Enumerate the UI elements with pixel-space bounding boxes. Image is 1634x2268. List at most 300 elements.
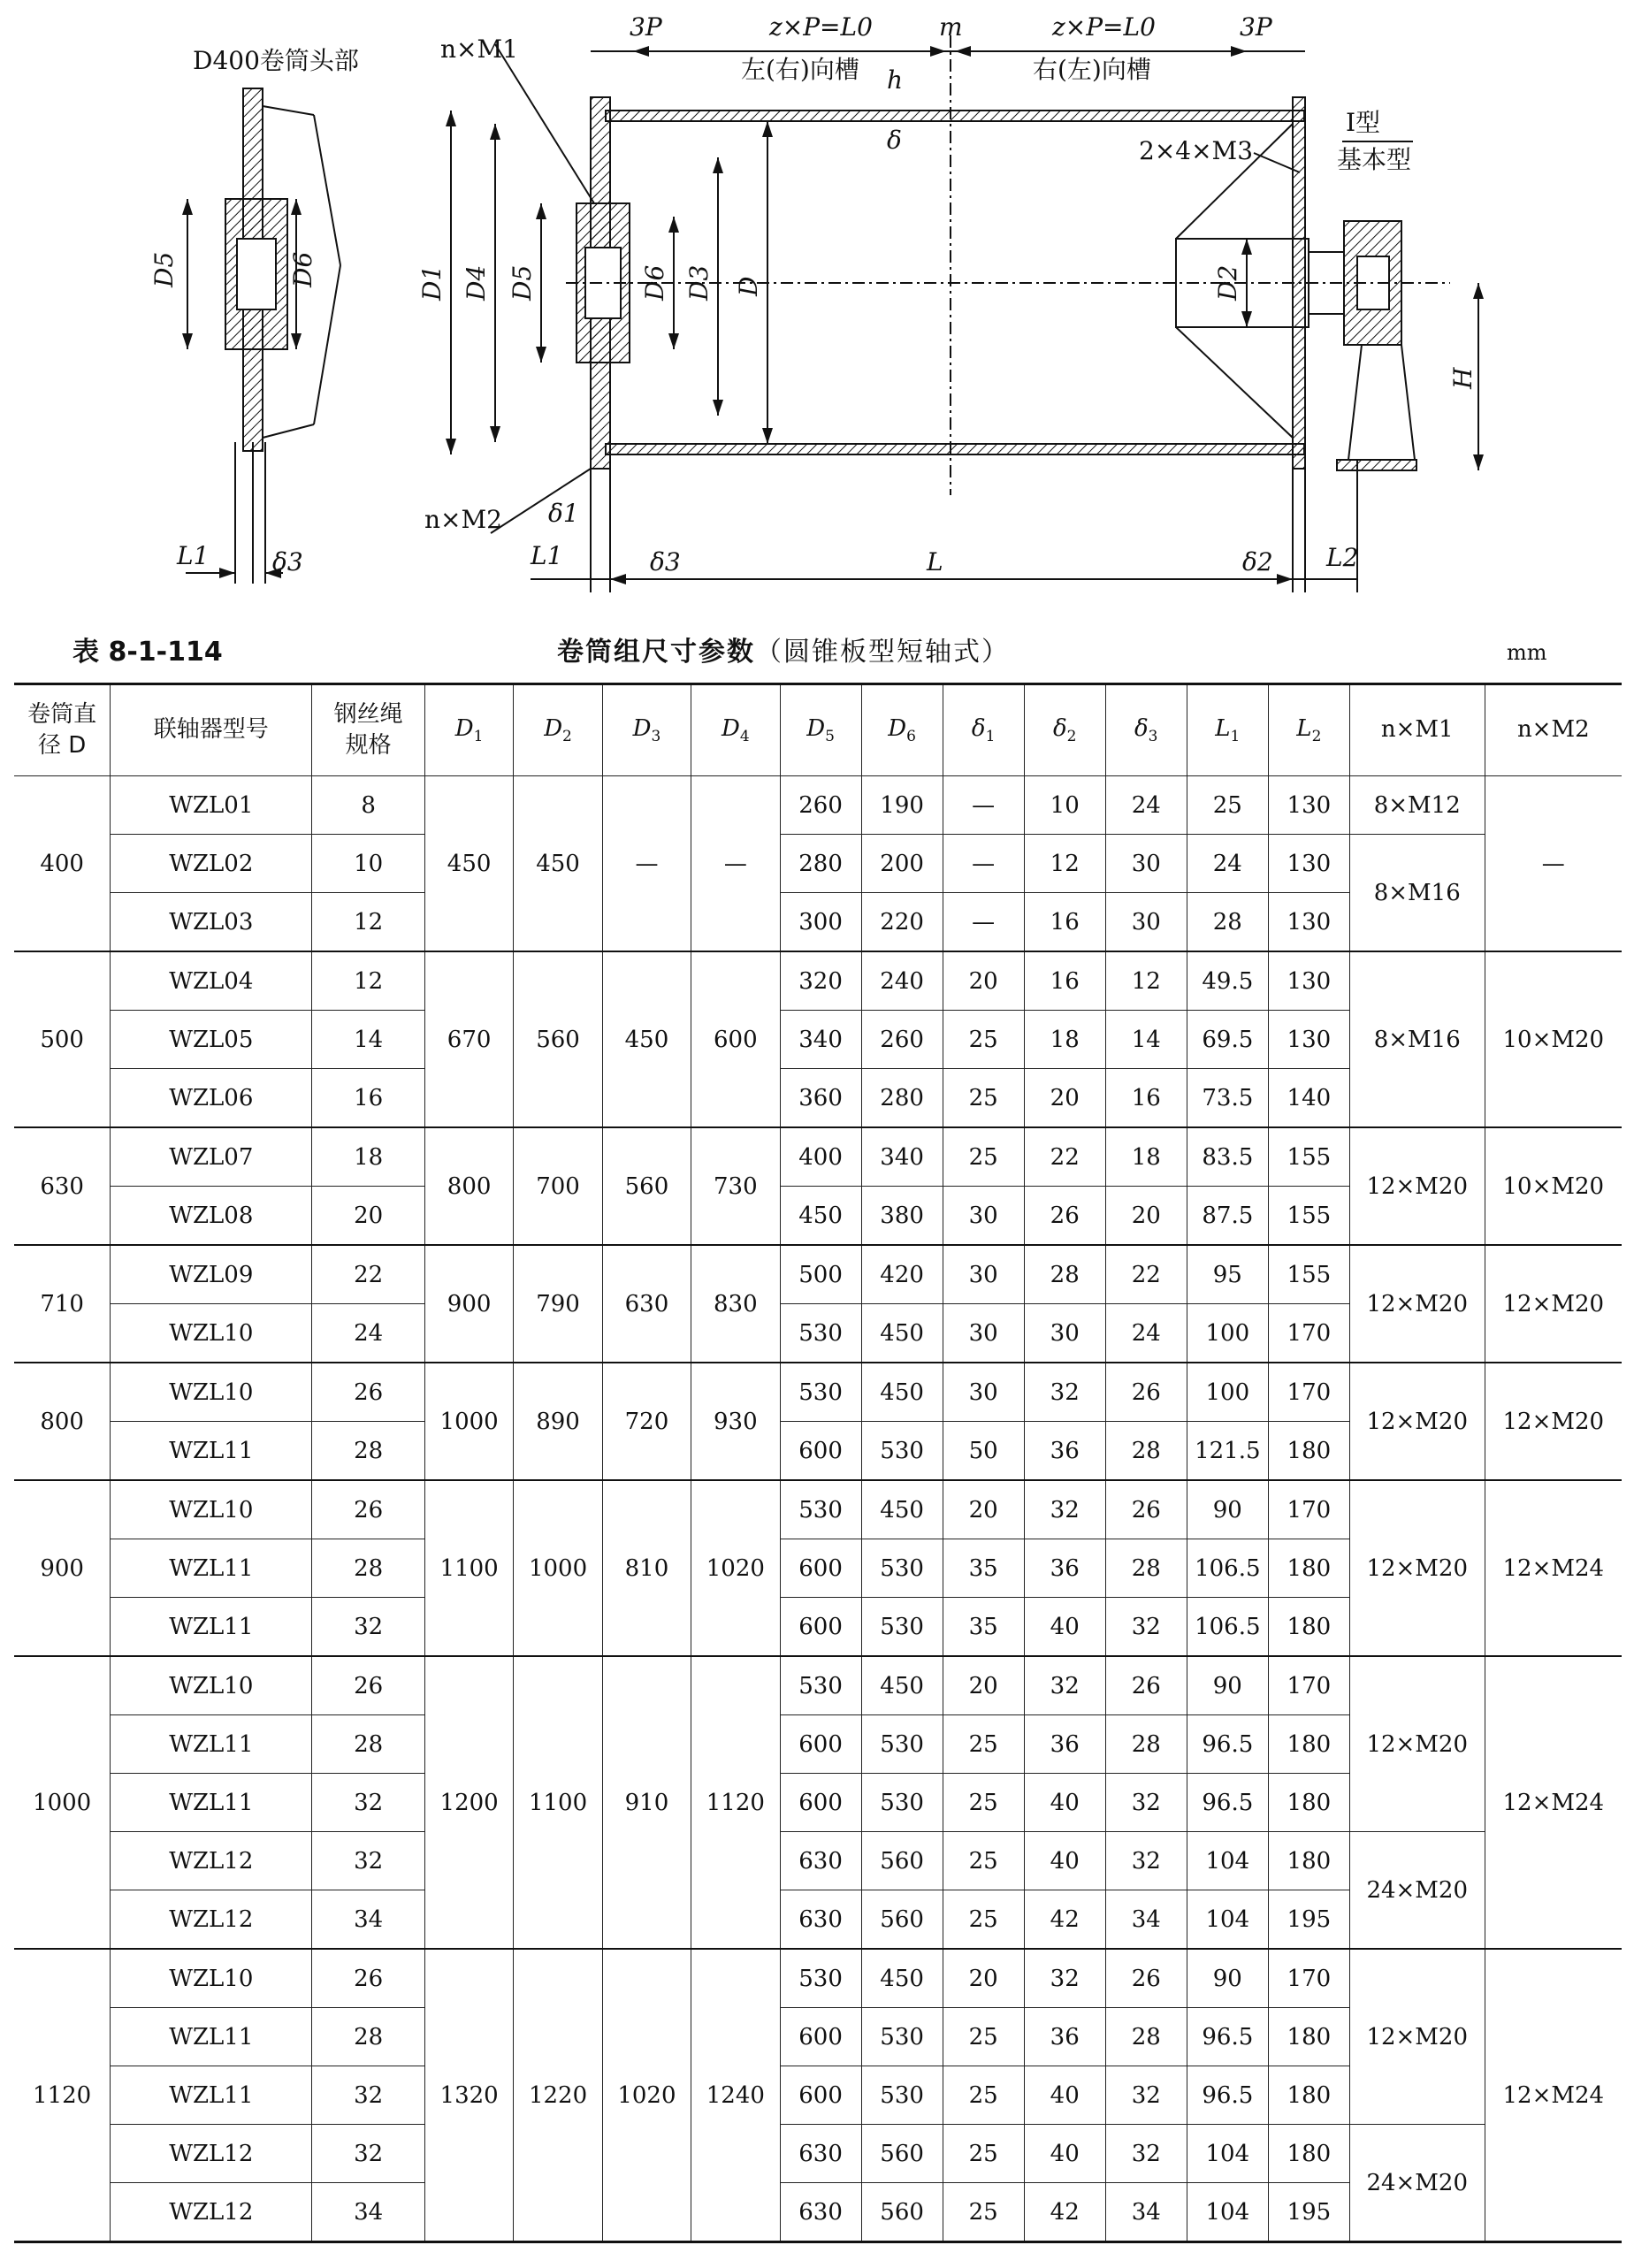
- cell-delta3: 24: [1105, 776, 1187, 835]
- cell-coupling: WZL08: [111, 1187, 312, 1246]
- label-delta2: δ2: [1242, 547, 1273, 577]
- cell-D5: 600: [780, 1422, 861, 1481]
- table-row: [14, 835, 1622, 893]
- cell-L2: 195: [1268, 1890, 1349, 1950]
- cell-D5: 600: [780, 1715, 861, 1774]
- label-delta1: δ1: [548, 499, 579, 528]
- cell-delta3: 28: [1105, 1715, 1187, 1774]
- table-row: [14, 1949, 1622, 2008]
- label-3P-left: 3P: [630, 12, 662, 42]
- header-delta2: $\delta_2$: [1024, 684, 1105, 776]
- cell-drum-dia: 630: [14, 1127, 111, 1245]
- label-L1: L1: [531, 541, 563, 570]
- cell-D4: 600: [691, 951, 780, 1127]
- cell-L2: 170: [1268, 1656, 1349, 1715]
- cell-delta2: 40: [1024, 2066, 1105, 2125]
- cell-delta1: 25: [943, 1069, 1024, 1128]
- cell-delta2: 16: [1024, 951, 1105, 1011]
- cell-drum-dia: 900: [14, 1480, 111, 1656]
- cell-delta2: 26: [1024, 1187, 1105, 1246]
- cell-rope: 26: [312, 1656, 425, 1715]
- cell-delta1: 25: [943, 1011, 1024, 1069]
- cell-nM1: 12×M20: [1349, 1656, 1485, 1832]
- cell-D2: 890: [514, 1363, 602, 1480]
- cell-delta3: 34: [1105, 1890, 1187, 1950]
- cell-nM1: 12×M20: [1349, 1127, 1485, 1245]
- cell-delta1: —: [943, 893, 1024, 952]
- cell-delta1: —: [943, 776, 1024, 835]
- cell-D5: 630: [780, 2125, 861, 2183]
- cell-delta1: 25: [943, 1715, 1024, 1774]
- cell-coupling: WZL06: [111, 1069, 312, 1128]
- table-title-sub: （圆锥板型短轴式）: [755, 637, 1010, 668]
- cell-coupling: WZL11: [111, 1715, 312, 1774]
- cell-L2: 180: [1268, 1539, 1349, 1598]
- header-delta3: $\delta_3$: [1105, 684, 1187, 776]
- cell-D6: 260: [861, 1011, 943, 1069]
- cell-D6: 450: [861, 1363, 943, 1422]
- table-header-row: [14, 684, 1622, 776]
- table-number: 表 8-1-114: [73, 637, 223, 668]
- cell-delta2: 30: [1024, 1304, 1105, 1363]
- cell-D5: 300: [780, 893, 861, 952]
- cell-L1: 100: [1187, 1304, 1268, 1363]
- cell-D4: 730: [691, 1127, 780, 1245]
- cell-delta1: 25: [943, 2183, 1024, 2242]
- cell-D2: 700: [514, 1127, 602, 1245]
- cell-coupling: WZL04: [111, 951, 312, 1011]
- cell-delta3: 12: [1105, 951, 1187, 1011]
- header-nM1: n×M1: [1349, 684, 1485, 776]
- cell-delta2: 10: [1024, 776, 1105, 835]
- cell-delta2: 12: [1024, 835, 1105, 893]
- cell-delta2: 22: [1024, 1127, 1105, 1187]
- cell-D6: 530: [861, 2066, 943, 2125]
- cell-D5: 530: [780, 1363, 861, 1422]
- header-nM2: n×M2: [1485, 684, 1622, 776]
- header-drum-dia: 卷筒直 径 D: [14, 684, 111, 776]
- cell-L1: 49.5: [1187, 951, 1268, 1011]
- table-row: [14, 2125, 1622, 2183]
- header-coupling: 联轴器型号: [111, 684, 312, 776]
- cell-L2: 170: [1268, 1949, 1349, 2008]
- cell-L2: 180: [1268, 1774, 1349, 1832]
- cell-L2: 140: [1268, 1069, 1349, 1128]
- cell-coupling: WZL03: [111, 893, 312, 952]
- cell-coupling: WZL11: [111, 2066, 312, 2125]
- header-D6: $D_6$: [861, 684, 943, 776]
- d400-dim-delta3: δ3: [272, 547, 303, 577]
- cell-D6: 420: [861, 1245, 943, 1304]
- header-D1: $D_1$: [424, 684, 513, 776]
- cell-D3: 1020: [602, 1949, 691, 2242]
- cell-delta1: 30: [943, 1363, 1024, 1422]
- cell-coupling: WZL02: [111, 835, 312, 893]
- cell-D5: 400: [780, 1127, 861, 1187]
- cell-D5: 630: [780, 1832, 861, 1890]
- table-body: [14, 776, 1622, 2242]
- cell-D3: 910: [602, 1656, 691, 1949]
- cell-D5: 600: [780, 2008, 861, 2066]
- label-3P-right: 3P: [1240, 12, 1272, 42]
- cell-nM1: 24×M20: [1349, 1832, 1485, 1950]
- cell-D6: 240: [861, 951, 943, 1011]
- cell-D4: —: [691, 776, 780, 952]
- cell-L1: 24: [1187, 835, 1268, 893]
- cell-D4: 1020: [691, 1480, 780, 1656]
- cell-delta1: 30: [943, 1187, 1024, 1246]
- cell-rope: 28: [312, 2008, 425, 2066]
- cell-D6: 220: [861, 893, 943, 952]
- cell-D1: 1200: [424, 1656, 513, 1949]
- label-D6: D6: [640, 264, 669, 301]
- cell-delta2: 40: [1024, 1598, 1105, 1657]
- cell-delta2: 36: [1024, 1422, 1105, 1481]
- cell-D6: 530: [861, 1598, 943, 1657]
- cell-delta1: 25: [943, 1890, 1024, 1950]
- header-D4: $D_4$: [691, 684, 780, 776]
- label-L2: L2: [1326, 543, 1359, 572]
- cell-delta3: 30: [1105, 835, 1187, 893]
- cell-rope: 8: [312, 776, 425, 835]
- cell-D4: 1240: [691, 1949, 780, 2242]
- table-unit: mm: [1507, 640, 1547, 665]
- cell-delta2: 40: [1024, 2125, 1105, 2183]
- cell-D1: 800: [424, 1127, 513, 1245]
- cell-delta3: 32: [1105, 1598, 1187, 1657]
- label-D4: D4: [462, 264, 491, 301]
- cell-L2: 130: [1268, 1011, 1349, 1069]
- cell-delta3: 28: [1105, 2008, 1187, 2066]
- cell-D5: 500: [780, 1245, 861, 1304]
- cell-L2: 170: [1268, 1304, 1349, 1363]
- cell-drum-dia: 800: [14, 1363, 111, 1480]
- cell-delta1: 20: [943, 1656, 1024, 1715]
- cell-rope: 26: [312, 1949, 425, 2008]
- cell-L1: 69.5: [1187, 1011, 1268, 1069]
- main-assembly-view: [451, 35, 1478, 592]
- label-zPL0-left: z×P=L0: [769, 12, 873, 42]
- cell-delta1: 30: [943, 1304, 1024, 1363]
- cell-delta1: 20: [943, 1949, 1024, 2008]
- header-rope: 钢丝绳 规格: [312, 684, 425, 776]
- header-D3: $D_3$: [602, 684, 691, 776]
- cell-D3: —: [602, 776, 691, 952]
- table-row: [14, 951, 1622, 1011]
- d400-dim-D6: D6: [288, 251, 317, 287]
- cell-D5: 340: [780, 1011, 861, 1069]
- cell-rope: 28: [312, 1715, 425, 1774]
- cell-rope: 32: [312, 2125, 425, 2183]
- cell-D6: 450: [861, 1949, 943, 2008]
- cell-coupling: WZL12: [111, 2183, 312, 2242]
- cell-delta2: 42: [1024, 1890, 1105, 1950]
- label-delta3: δ3: [650, 547, 681, 577]
- cell-coupling: WZL11: [111, 2008, 312, 2066]
- cell-delta2: 20: [1024, 1069, 1105, 1128]
- cell-D5: 530: [780, 1480, 861, 1539]
- d400-dim-L1: L1: [177, 541, 210, 570]
- cell-D6: 380: [861, 1187, 943, 1246]
- cell-D6: 200: [861, 835, 943, 893]
- cell-L1: 104: [1187, 2125, 1268, 2183]
- cell-nM1: 12×M20: [1349, 1363, 1485, 1480]
- cell-coupling: WZL10: [111, 1949, 312, 2008]
- cell-D5: 630: [780, 1890, 861, 1950]
- cell-delta3: 30: [1105, 893, 1187, 952]
- cell-rope: 32: [312, 2066, 425, 2125]
- cell-D5: 450: [780, 1187, 861, 1246]
- cell-nM1: 8×M16: [1349, 951, 1485, 1127]
- label-D: D: [734, 276, 763, 296]
- cell-nM2: 10×M20: [1485, 1127, 1622, 1245]
- cell-L1: 96.5: [1187, 2066, 1268, 2125]
- d400-head-label: D400卷筒头部: [193, 46, 359, 75]
- label-nM1: n×M1: [440, 34, 518, 64]
- cell-L1: 96.5: [1187, 2008, 1268, 2066]
- cell-L1: 90: [1187, 1949, 1268, 2008]
- cell-D6: 530: [861, 1422, 943, 1481]
- label-zPL0-right: z×P=L0: [1052, 12, 1156, 42]
- label-delta: δ: [887, 126, 902, 155]
- cell-L1: 121.5: [1187, 1422, 1268, 1481]
- cell-drum-dia: 1120: [14, 1949, 111, 2242]
- cell-nM2: 12×M24: [1485, 1949, 1622, 2242]
- cell-delta3: 32: [1105, 1832, 1187, 1890]
- table-title-main: 卷筒组尺寸参数: [557, 637, 755, 668]
- d400-head-view: [186, 88, 340, 584]
- cell-D2: 450: [514, 776, 602, 952]
- cell-drum-dia: 500: [14, 951, 111, 1127]
- cell-delta3: 24: [1105, 1304, 1187, 1363]
- cell-rope: 12: [312, 951, 425, 1011]
- cell-coupling: WZL11: [111, 1774, 312, 1832]
- cell-coupling: WZL01: [111, 776, 312, 835]
- cell-D5: 530: [780, 1949, 861, 2008]
- cell-D6: 560: [861, 2183, 943, 2242]
- cell-delta2: 40: [1024, 1832, 1105, 1890]
- label-H: H: [1448, 367, 1477, 389]
- cell-L1: 83.5: [1187, 1127, 1268, 1187]
- cell-D6: 530: [861, 1715, 943, 1774]
- cell-D6: 280: [861, 1069, 943, 1128]
- cell-D6: 560: [861, 1832, 943, 1890]
- cell-D3: 560: [602, 1127, 691, 1245]
- cell-delta2: 32: [1024, 1656, 1105, 1715]
- cell-rope: 32: [312, 1774, 425, 1832]
- cell-delta2: 40: [1024, 1774, 1105, 1832]
- cell-delta2: 42: [1024, 2183, 1105, 2242]
- cell-D5: 600: [780, 2066, 861, 2125]
- cell-L2: 170: [1268, 1363, 1349, 1422]
- cell-D2: 1220: [514, 1949, 602, 2242]
- cell-D3: 810: [602, 1480, 691, 1656]
- cell-D6: 450: [861, 1304, 943, 1363]
- cell-rope: 34: [312, 1890, 425, 1950]
- cell-nM2: 12×M20: [1485, 1363, 1622, 1480]
- cell-coupling: WZL11: [111, 1422, 312, 1481]
- cell-L1: 73.5: [1187, 1069, 1268, 1128]
- cell-L2: 170: [1268, 1480, 1349, 1539]
- cell-L2: 130: [1268, 893, 1349, 952]
- label-nM2: n×M2: [424, 505, 502, 534]
- cell-rope: 10: [312, 835, 425, 893]
- cell-delta3: 26: [1105, 1480, 1187, 1539]
- cell-delta1: 25: [943, 1832, 1024, 1890]
- cell-L1: 106.5: [1187, 1598, 1268, 1657]
- cell-D2: 1100: [514, 1656, 602, 1949]
- cell-delta1: 25: [943, 2125, 1024, 2183]
- cell-L2: 195: [1268, 2183, 1349, 2242]
- cell-D4: 830: [691, 1245, 780, 1363]
- cell-coupling: WZL12: [111, 1832, 312, 1890]
- cell-coupling: WZL10: [111, 1363, 312, 1422]
- table-title: [557, 630, 1010, 668]
- cell-delta1: 25: [943, 2066, 1024, 2125]
- cell-D6: 560: [861, 1890, 943, 1950]
- cell-L1: 25: [1187, 776, 1268, 835]
- cell-D5: 320: [780, 951, 861, 1011]
- cell-coupling: WZL10: [111, 1480, 312, 1539]
- cell-rope: 22: [312, 1245, 425, 1304]
- cell-D4: 1120: [691, 1656, 780, 1949]
- cell-rope: 12: [312, 893, 425, 952]
- d400-dim-D5: D5: [149, 251, 179, 287]
- cell-delta1: —: [943, 835, 1024, 893]
- cell-delta1: 25: [943, 1774, 1024, 1832]
- cell-delta3: 26: [1105, 1656, 1187, 1715]
- cell-delta1: 50: [943, 1422, 1024, 1481]
- header-D5: $D_5$: [780, 684, 861, 776]
- cell-delta2: 32: [1024, 1949, 1105, 2008]
- cell-delta2: 28: [1024, 1245, 1105, 1304]
- cell-delta3: 32: [1105, 1774, 1187, 1832]
- cell-delta3: 18: [1105, 1127, 1187, 1187]
- header-L2: $L_2$: [1268, 684, 1349, 776]
- cell-nM1: 12×M20: [1349, 1949, 1485, 2125]
- cell-rope: 20: [312, 1187, 425, 1246]
- cell-delta3: 26: [1105, 1949, 1187, 2008]
- cell-delta1: 30: [943, 1245, 1024, 1304]
- cell-D6: 530: [861, 1774, 943, 1832]
- cell-L2: 180: [1268, 2008, 1349, 2066]
- cell-nM1: 24×M20: [1349, 2125, 1485, 2242]
- cell-D6: 340: [861, 1127, 943, 1187]
- cell-D3: 720: [602, 1363, 691, 1480]
- cell-L1: 106.5: [1187, 1539, 1268, 1598]
- cell-delta1: 35: [943, 1598, 1024, 1657]
- cell-delta1: 25: [943, 2008, 1024, 2066]
- cell-delta3: 28: [1105, 1539, 1187, 1598]
- table-row: [14, 1832, 1622, 1890]
- cell-coupling: WZL12: [111, 2125, 312, 2183]
- cell-delta3: 14: [1105, 1011, 1187, 1069]
- cell-nM2: 12×M20: [1485, 1245, 1622, 1363]
- cell-rope: 28: [312, 1422, 425, 1481]
- cell-L1: 104: [1187, 2183, 1268, 2242]
- cell-D3: 450: [602, 951, 691, 1127]
- label-h: h: [887, 65, 904, 95]
- cell-L2: 180: [1268, 1598, 1349, 1657]
- label-D5: D5: [508, 264, 537, 301]
- cell-drum-dia: 400: [14, 776, 111, 952]
- cell-D1: 670: [424, 951, 513, 1127]
- cell-delta3: 28: [1105, 1422, 1187, 1481]
- cell-D2: 790: [514, 1245, 602, 1363]
- label-D2: D2: [1213, 264, 1242, 301]
- table-row: [14, 1656, 1622, 1715]
- cell-L1: 90: [1187, 1480, 1268, 1539]
- cell-D1: 900: [424, 1245, 513, 1363]
- cell-nM2: —: [1485, 776, 1622, 952]
- cell-delta2: 36: [1024, 2008, 1105, 2066]
- header-D2: $D_2$: [514, 684, 602, 776]
- cell-coupling: WZL11: [111, 1539, 312, 1598]
- cell-rope: 16: [312, 1069, 425, 1128]
- cell-rope: 26: [312, 1363, 425, 1422]
- cell-D5: 280: [780, 835, 861, 893]
- label-m3: 2×4×M3: [1139, 136, 1254, 165]
- cell-coupling: WZL11: [111, 1598, 312, 1657]
- cell-D3: 630: [602, 1245, 691, 1363]
- cell-rope: 24: [312, 1304, 425, 1363]
- table-row: [14, 1127, 1622, 1187]
- label-L: L: [927, 547, 943, 577]
- drum-assembly-drawing: [0, 0, 1634, 610]
- cell-coupling: WZL10: [111, 1304, 312, 1363]
- cell-L2: 180: [1268, 1715, 1349, 1774]
- cell-nM2: 12×M24: [1485, 1656, 1622, 1949]
- cell-D6: 450: [861, 1480, 943, 1539]
- cell-D1: 1100: [424, 1480, 513, 1656]
- cell-delta3: 32: [1105, 2125, 1187, 2183]
- cell-D5: 600: [780, 1598, 861, 1657]
- label-left-groove: 左(右)向槽: [741, 55, 859, 84]
- label-right-groove: 右(左)向槽: [1033, 55, 1151, 84]
- label-m: m: [939, 12, 963, 42]
- cell-delta2: 18: [1024, 1011, 1105, 1069]
- cell-L2: 155: [1268, 1127, 1349, 1187]
- cell-delta1: 20: [943, 1480, 1024, 1539]
- cell-rope: 34: [312, 2183, 425, 2242]
- cell-D5: 260: [780, 776, 861, 835]
- cell-L1: 96.5: [1187, 1774, 1268, 1832]
- table-row: [14, 776, 1622, 835]
- cell-D5: 600: [780, 1539, 861, 1598]
- drum-dimension-table: [14, 683, 1622, 2243]
- cell-delta1: 35: [943, 1539, 1024, 1598]
- cell-delta3: 26: [1105, 1363, 1187, 1422]
- cell-delta3: 32: [1105, 2066, 1187, 2125]
- cell-L2: 130: [1268, 835, 1349, 893]
- cell-delta1: 25: [943, 1127, 1024, 1187]
- cell-rope: 14: [312, 1011, 425, 1069]
- cell-delta1: 20: [943, 951, 1024, 1011]
- label-type-num: Ⅰ型: [1346, 108, 1381, 137]
- cell-delta2: 32: [1024, 1363, 1105, 1422]
- cell-D1: 1320: [424, 1949, 513, 2242]
- cell-L1: 104: [1187, 1832, 1268, 1890]
- table-row: [14, 1363, 1622, 1422]
- cell-D5: 360: [780, 1069, 861, 1128]
- table-row: [14, 1245, 1622, 1304]
- cell-D4: 930: [691, 1363, 780, 1480]
- cell-L2: 180: [1268, 2066, 1349, 2125]
- cell-nM1: 12×M20: [1349, 1245, 1485, 1363]
- label-D1: D1: [417, 264, 447, 301]
- cell-D5: 630: [780, 2183, 861, 2242]
- cell-D6: 530: [861, 2008, 943, 2066]
